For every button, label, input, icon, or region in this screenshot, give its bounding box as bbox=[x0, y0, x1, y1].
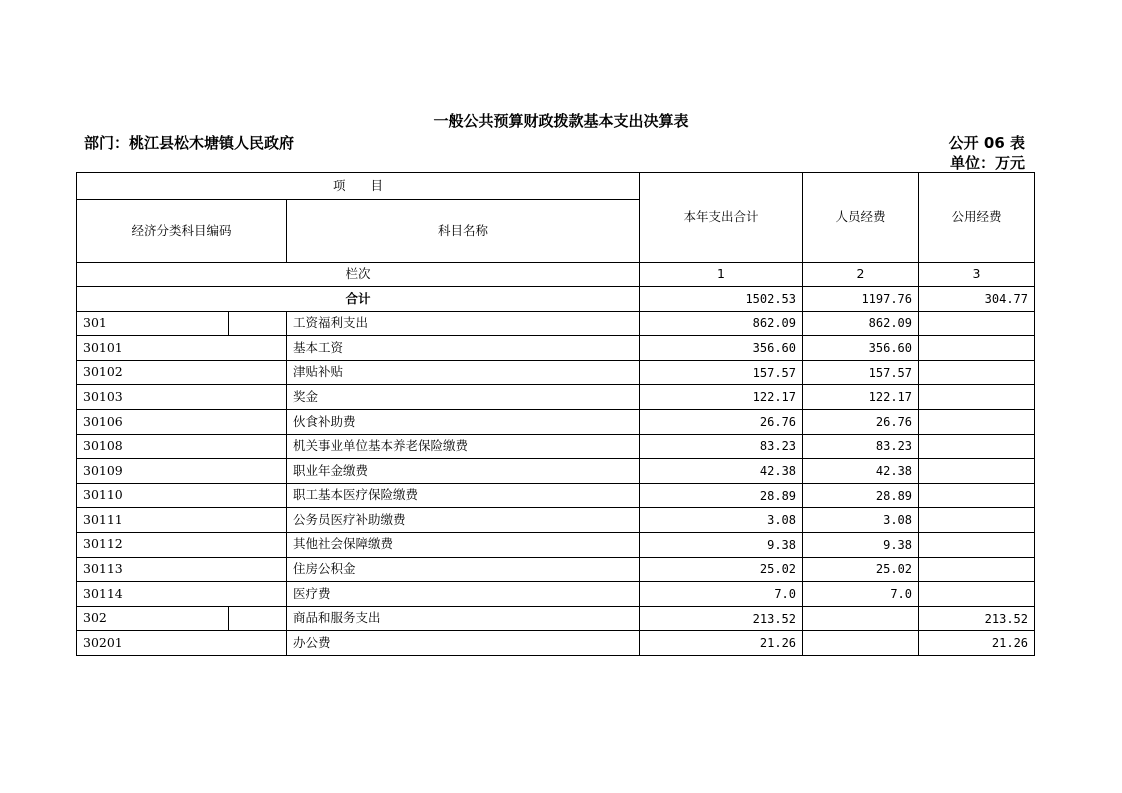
row-code: 30111 bbox=[77, 508, 287, 533]
row-total: 83.23 bbox=[640, 434, 803, 459]
row-name: 其他社会保障缴费 bbox=[287, 532, 640, 557]
row-name: 职业年金缴费 bbox=[287, 459, 640, 484]
row-public bbox=[919, 557, 1035, 582]
row-name: 商品和服务支出 bbox=[287, 606, 640, 631]
row-code: 30110 bbox=[77, 483, 287, 508]
row-personnel bbox=[803, 606, 919, 631]
row-total: 7.0 bbox=[640, 582, 803, 607]
row-total: 157.57 bbox=[640, 360, 803, 385]
row-personnel: 25.02 bbox=[803, 557, 919, 582]
row-public bbox=[919, 311, 1035, 336]
total-label: 合计 bbox=[77, 287, 640, 312]
table-row bbox=[77, 311, 1035, 336]
department-label: 部门：桃江县松木塘镇人民政府 bbox=[84, 134, 295, 152]
row-total: 862.09 bbox=[640, 311, 803, 336]
row-total: 356.60 bbox=[640, 336, 803, 361]
row-personnel: 122.17 bbox=[803, 385, 919, 410]
row-personnel bbox=[803, 631, 919, 656]
row-public: 213.52 bbox=[919, 606, 1035, 631]
row-name: 公务员医疗补助缴费 bbox=[287, 508, 640, 533]
row-total: 26.76 bbox=[640, 409, 803, 434]
row-name: 机关事业单位基本养老保险缴费 bbox=[287, 434, 640, 459]
row-code: 30109 bbox=[77, 459, 287, 484]
table-row bbox=[77, 532, 1035, 557]
row-name: 津贴补贴 bbox=[287, 360, 640, 385]
row-code: 30103 bbox=[77, 385, 287, 410]
table-row bbox=[77, 606, 1035, 631]
row-personnel: 356.60 bbox=[803, 336, 919, 361]
row-public bbox=[919, 582, 1035, 607]
row-code: 30201 bbox=[77, 631, 287, 656]
row-public bbox=[919, 434, 1035, 459]
row-personnel: 7.0 bbox=[803, 582, 919, 607]
table-row bbox=[77, 631, 1035, 656]
row-spacer bbox=[229, 311, 287, 336]
table-row bbox=[77, 336, 1035, 361]
row-public bbox=[919, 385, 1035, 410]
row-total: 21.26 bbox=[640, 631, 803, 656]
row-personnel: 28.89 bbox=[803, 483, 919, 508]
expenditure-table bbox=[76, 172, 1035, 656]
row-public bbox=[919, 532, 1035, 557]
row-name: 医疗费 bbox=[287, 582, 640, 607]
table-row bbox=[77, 459, 1035, 484]
row-code: 30113 bbox=[77, 557, 287, 582]
row-personnel: 157.57 bbox=[803, 360, 919, 385]
row-code: 30112 bbox=[77, 532, 287, 557]
row-public bbox=[919, 508, 1035, 533]
row-total: 25.02 bbox=[640, 557, 803, 582]
header-col2: 2 bbox=[803, 263, 919, 287]
header-name: 科目名称 bbox=[287, 200, 640, 263]
total-row bbox=[77, 287, 1035, 312]
row-name: 职工基本医疗保险缴费 bbox=[287, 483, 640, 508]
header-col3: 3 bbox=[919, 263, 1035, 287]
table-row bbox=[77, 582, 1035, 607]
row-public bbox=[919, 483, 1035, 508]
row-public: 21.26 bbox=[919, 631, 1035, 656]
row-name: 奖金 bbox=[287, 385, 640, 410]
row-name: 伙食补助费 bbox=[287, 409, 640, 434]
header-public: 公用经费 bbox=[919, 173, 1035, 263]
row-code: 30106 bbox=[77, 409, 287, 434]
row-public bbox=[919, 409, 1035, 434]
header-total: 本年支出合计 bbox=[640, 173, 803, 263]
row-name: 办公费 bbox=[287, 631, 640, 656]
row-public bbox=[919, 336, 1035, 361]
row-code: 302 bbox=[77, 606, 229, 631]
header-col1: 1 bbox=[640, 263, 803, 287]
table-row bbox=[77, 434, 1035, 459]
header-column-label: 栏次 bbox=[77, 263, 640, 287]
row-code: 30102 bbox=[77, 360, 287, 385]
row-total: 28.89 bbox=[640, 483, 803, 508]
row-code: 301 bbox=[77, 311, 229, 336]
row-personnel: 9.38 bbox=[803, 532, 919, 557]
unit-label: 单位：万元 bbox=[949, 154, 1025, 172]
header-project: 项 目 bbox=[77, 173, 640, 200]
table-row bbox=[77, 385, 1035, 410]
total-public: 304.77 bbox=[919, 287, 1035, 312]
row-total: 42.38 bbox=[640, 459, 803, 484]
row-code: 30101 bbox=[77, 336, 287, 361]
row-public bbox=[919, 360, 1035, 385]
header-code: 经济分类科目编码 bbox=[77, 200, 287, 263]
table-row bbox=[77, 409, 1035, 434]
row-personnel: 3.08 bbox=[803, 508, 919, 533]
row-personnel: 83.23 bbox=[803, 434, 919, 459]
table-row bbox=[77, 557, 1035, 582]
row-name: 工资福利支出 bbox=[287, 311, 640, 336]
table-row bbox=[77, 360, 1035, 385]
row-code: 30114 bbox=[77, 582, 287, 607]
row-total: 122.17 bbox=[640, 385, 803, 410]
table-row bbox=[77, 508, 1035, 533]
row-personnel: 26.76 bbox=[803, 409, 919, 434]
row-personnel: 42.38 bbox=[803, 459, 919, 484]
row-total: 213.52 bbox=[640, 606, 803, 631]
total-value: 1502.53 bbox=[640, 287, 803, 312]
row-public bbox=[919, 459, 1035, 484]
row-total: 3.08 bbox=[640, 508, 803, 533]
page-title: 一般公共预算财政拨款基本支出决算表 bbox=[433, 112, 689, 130]
row-spacer bbox=[229, 606, 287, 631]
total-personnel: 1197.76 bbox=[803, 287, 919, 312]
row-name: 住房公积金 bbox=[287, 557, 640, 582]
form-number: 公开 06 表 bbox=[948, 134, 1025, 152]
row-code: 30108 bbox=[77, 434, 287, 459]
row-personnel: 862.09 bbox=[803, 311, 919, 336]
table-row bbox=[77, 483, 1035, 508]
row-name: 基本工资 bbox=[287, 336, 640, 361]
header-personnel: 人员经费 bbox=[803, 173, 919, 263]
row-total: 9.38 bbox=[640, 532, 803, 557]
